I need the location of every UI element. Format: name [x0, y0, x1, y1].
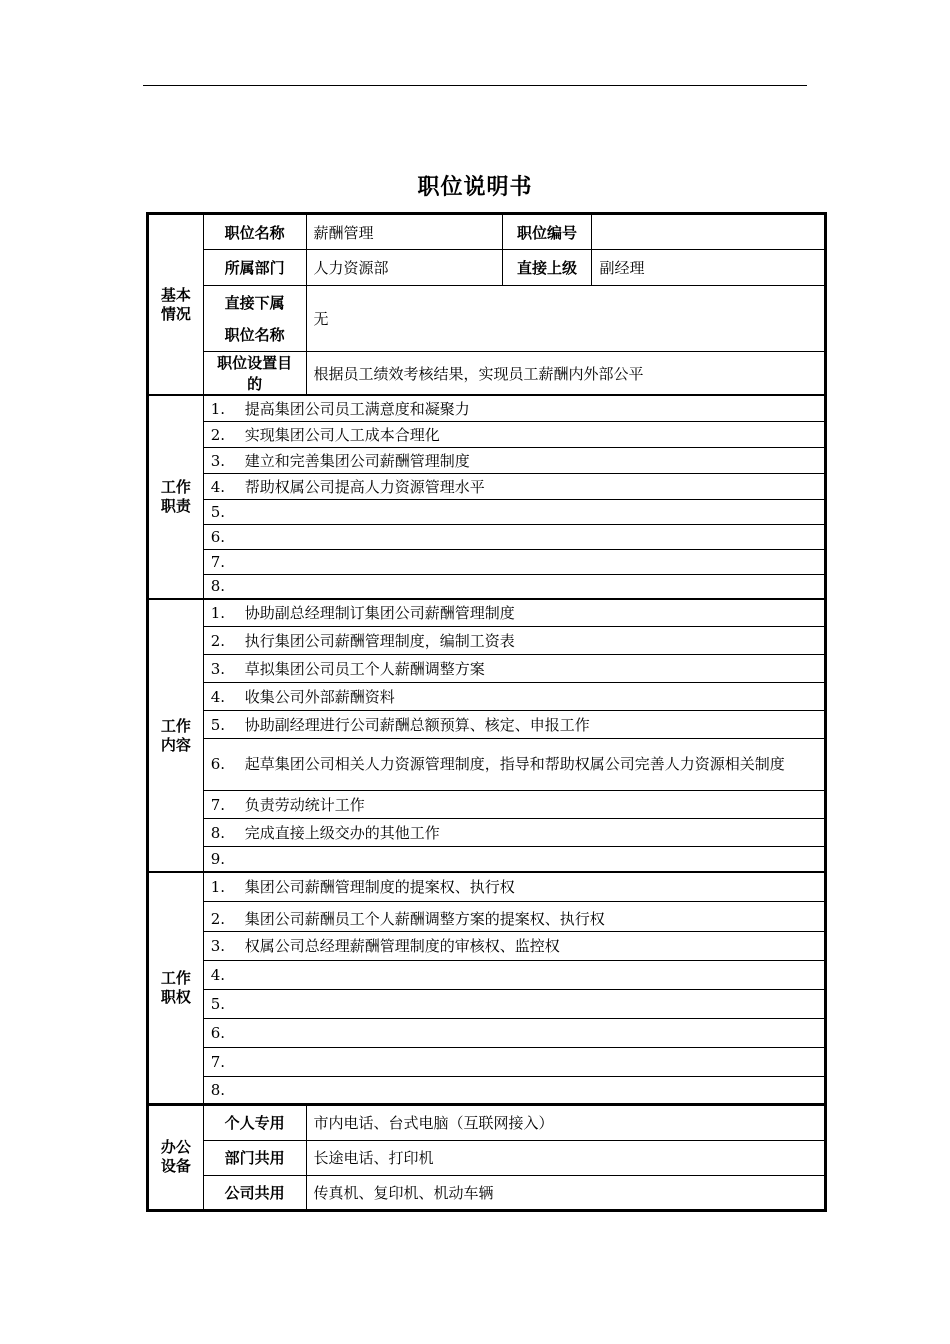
purpose-value: 根据员工绩效考核结果，实现员工薪酬内外部公平 — [306, 352, 826, 396]
position-name-label: 职位名称 — [203, 214, 306, 250]
section-label-content — [148, 599, 204, 872]
subordinate-label-line2: 职位名称 — [224, 325, 285, 344]
position-code-value — [592, 214, 826, 250]
duty-row — [148, 447, 826, 473]
duty-item — [203, 447, 825, 473]
content-row — [148, 818, 826, 846]
authority-row — [148, 989, 826, 1018]
item-number: 7. — [210, 1052, 225, 1071]
duty-row — [148, 473, 826, 499]
item-number: 8. — [210, 1080, 225, 1099]
item-text: 起草集团公司相关人力资源管理制度，指导和帮助权属公司完善人力资源相关制度 — [244, 755, 785, 773]
basic-row-purpose — [148, 352, 826, 396]
duty-item — [203, 524, 825, 549]
content-item — [203, 599, 825, 626]
item-text: 帮助权属公司提高人力资源管理水平 — [244, 477, 485, 496]
supervisor-value: 副经理 — [592, 250, 826, 286]
authority-item — [203, 931, 825, 960]
authority-item — [203, 1076, 825, 1104]
item-number: 1. — [210, 399, 225, 418]
item-text: 完成直接上级交办的其他工作 — [244, 823, 440, 842]
content-item — [203, 738, 825, 790]
authority-item — [203, 1018, 825, 1047]
job-description-table — [146, 212, 827, 1212]
duty-row — [148, 499, 826, 524]
item-number: 4. — [210, 965, 225, 984]
content-item — [203, 818, 825, 846]
item-text: 负责劳动统计工作 — [244, 795, 365, 814]
content-row — [148, 790, 826, 818]
equipment-row — [148, 1175, 826, 1210]
subordinate-value: 无 — [306, 286, 826, 352]
item-text: 执行集团公司薪酬管理制度，编制工资表 — [244, 631, 515, 650]
authority-item — [203, 872, 825, 901]
content-item — [203, 846, 825, 872]
item-text: 集团公司薪酬员工个人薪酬调整方案的提案权、执行权 — [244, 909, 605, 928]
item-number: 7. — [210, 795, 225, 814]
item-text: 协助副经理进行公司薪酬总额预算、核定、申报工作 — [244, 715, 590, 734]
content-item — [203, 626, 825, 654]
content-item — [203, 790, 825, 818]
item-number: 2. — [210, 425, 225, 444]
authority-row — [148, 960, 826, 989]
section-label-text: 工作 职责 — [160, 478, 191, 515]
authority-row — [148, 1076, 826, 1104]
equipment-value: 市内电话、台式电脑（互联网接入） — [306, 1104, 826, 1140]
content-item — [203, 710, 825, 738]
duty-item — [203, 395, 825, 421]
subordinate-label-line1: 直接下属 — [224, 293, 285, 312]
item-number: 5. — [210, 994, 225, 1013]
section-label-duties — [148, 395, 204, 599]
equipment-value: 传真机、复印机、机动车辆 — [306, 1175, 826, 1210]
content-row — [148, 738, 826, 790]
equipment-label: 部门共用 — [203, 1140, 306, 1175]
item-number: 2. — [210, 909, 225, 928]
purpose-label: 职位设置目的 — [203, 352, 306, 396]
duty-item — [203, 473, 825, 499]
duty-row — [148, 524, 826, 549]
content-row — [148, 710, 826, 738]
item-text: 提高集团公司员工满意度和凝聚力 — [244, 399, 470, 418]
duty-item — [203, 421, 825, 447]
duty-item — [203, 549, 825, 574]
section-label-equipment — [148, 1104, 204, 1210]
section-label-authority — [148, 872, 204, 1104]
section-label-basic — [148, 214, 204, 396]
section-label-text: 工作 职权 — [160, 968, 191, 1006]
basic-row-position — [148, 214, 826, 250]
authority-item — [203, 989, 825, 1018]
item-text: 实现集团公司人工成本合理化 — [244, 425, 440, 444]
department-label: 所属部门 — [203, 250, 306, 286]
item-number: 6. — [210, 527, 225, 546]
duty-item — [203, 574, 825, 599]
authority-row — [148, 872, 826, 901]
authority-row — [148, 1047, 826, 1076]
header-rule — [143, 85, 807, 86]
equipment-row — [148, 1104, 826, 1140]
item-text: 协助副总经理制订集团公司薪酬管理制度 — [244, 604, 515, 623]
content-row — [148, 846, 826, 872]
content-row — [148, 654, 826, 682]
position-code-label: 职位编号 — [502, 214, 592, 250]
basic-row-department — [148, 250, 826, 286]
item-number: 4. — [210, 687, 225, 706]
document-title: 职位说明书 — [417, 175, 533, 200]
item-number: 3. — [210, 451, 225, 470]
item-text: 收集公司外部薪酬资料 — [244, 687, 395, 706]
basic-row-subordinate — [148, 286, 826, 352]
authority-row — [148, 901, 826, 931]
authority-item — [203, 1047, 825, 1076]
item-number: 1. — [210, 604, 225, 623]
item-number: 7. — [210, 552, 225, 571]
item-text: 权属公司总经理薪酬管理制度的审核权、监控权 — [244, 937, 560, 955]
authority-row — [148, 1018, 826, 1047]
item-number: 8. — [210, 577, 225, 596]
department-value: 人力资源部 — [306, 250, 502, 286]
equipment-label: 个人专用 — [203, 1104, 306, 1140]
duty-row — [148, 421, 826, 447]
item-number: 5. — [210, 502, 225, 521]
authority-row — [148, 931, 826, 960]
item-text: 集团公司薪酬管理制度的提案权、执行权 — [244, 878, 515, 897]
duty-row — [148, 395, 826, 421]
item-number: 4. — [210, 477, 225, 496]
authority-item — [203, 960, 825, 989]
content-row — [148, 626, 826, 654]
section-label-text: 基本 情况 — [160, 285, 191, 323]
item-number: 3. — [210, 659, 225, 678]
item-number: 6. — [210, 755, 225, 773]
duty-item — [203, 499, 825, 524]
item-number: 5. — [210, 715, 225, 734]
content-row — [148, 599, 826, 626]
equipment-label: 公司共用 — [203, 1175, 306, 1210]
content-item — [203, 682, 825, 710]
equipment-value: 长途电话、打印机 — [306, 1140, 826, 1175]
supervisor-label: 直接上级 — [502, 250, 592, 286]
authority-item — [203, 901, 825, 931]
subordinate-label — [203, 286, 306, 352]
section-label-text: 办公 设备 — [160, 1138, 191, 1175]
content-row — [148, 682, 826, 710]
duty-row — [148, 574, 826, 599]
duty-row — [148, 549, 826, 574]
equipment-row — [148, 1140, 826, 1175]
item-number: 8. — [210, 823, 225, 842]
item-text: 草拟集团公司员工个人薪酬调整方案 — [244, 659, 485, 678]
section-label-text: 工作 内容 — [160, 716, 191, 754]
item-number: 2. — [210, 631, 225, 650]
item-text: 建立和完善集团公司薪酬管理制度 — [244, 451, 470, 470]
item-number: 9. — [210, 849, 225, 868]
content-item — [203, 654, 825, 682]
item-number: 3. — [210, 937, 225, 955]
position-name-value: 薪酬管理 — [306, 214, 502, 250]
item-number: 1. — [210, 878, 225, 897]
item-number: 6. — [210, 1023, 225, 1042]
